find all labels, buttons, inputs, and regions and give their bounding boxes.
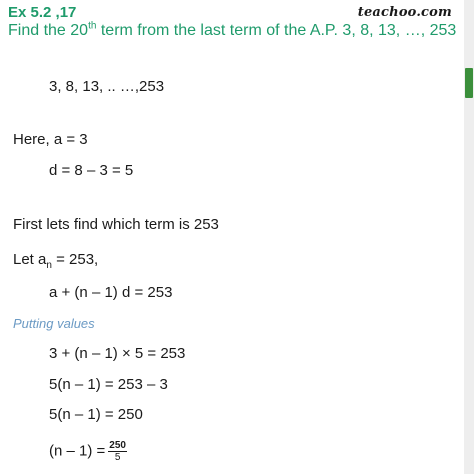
let-an-line: [13, 251, 99, 271]
fraction-denominator: 5: [114, 452, 121, 463]
scrollbar-track[interactable]: [464, 0, 474, 474]
step4-lhs: (n – 1) =: [49, 442, 106, 460]
step4-line: [49, 440, 127, 463]
question-text: [8, 22, 456, 40]
first-find-line: First lets find which term is 253: [13, 216, 219, 233]
step2-line: 5(n – 1) = 253 – 3: [49, 376, 168, 393]
here-a-line: Here, a = 3: [13, 131, 88, 148]
step1-line: 3 + (n – 1) × 5 = 253: [49, 345, 186, 362]
fraction: [108, 440, 127, 463]
putting-values-hint: Putting values: [13, 316, 95, 331]
let-an-pre: Let a: [13, 251, 47, 268]
brand-logo: teachoo.com: [357, 5, 452, 20]
formula-line: a + (n – 1) d = 253: [49, 284, 173, 301]
let-an-sub: n: [46, 260, 52, 271]
step3-line: 5(n – 1) = 250: [49, 406, 143, 423]
sequence-line: 3, 8, 13, .. …,253: [49, 78, 165, 95]
scrollbar-thumb[interactable]: [465, 68, 473, 98]
let-an-post: = 253,: [51, 251, 99, 268]
exercise-label: Ex 5.2 ,17: [8, 4, 77, 21]
d-line: d = 8 – 3 = 5: [49, 162, 134, 179]
question-sup: th: [88, 20, 97, 32]
fraction-numerator: 250: [109, 440, 126, 451]
question-pre: Find the 20: [8, 22, 89, 39]
question-post: term from the last term of the A.P. 3, 8, 13, …, 253: [96, 22, 457, 39]
